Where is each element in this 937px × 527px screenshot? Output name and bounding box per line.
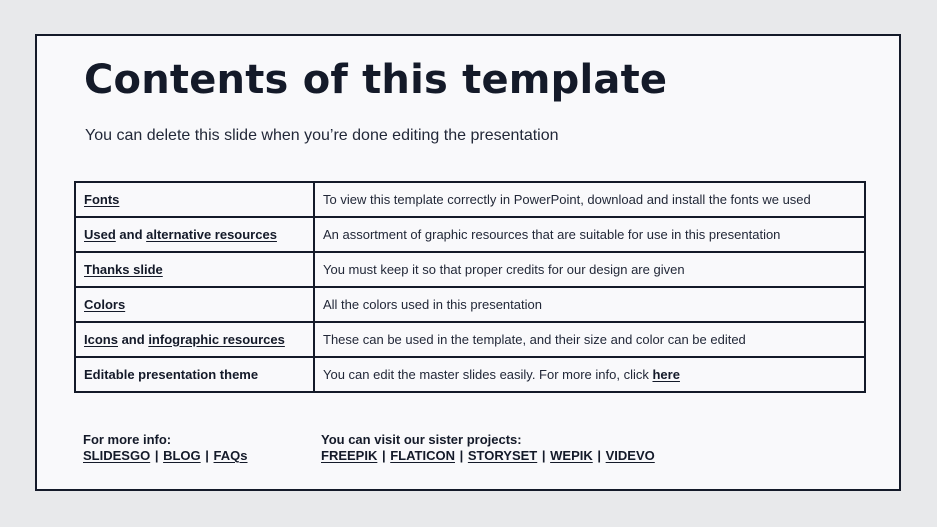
row-label xyxy=(75,287,314,322)
row-label xyxy=(75,252,314,287)
infographic-resources-link[interactable]: infographic resources xyxy=(148,331,285,347)
separator: | xyxy=(459,448,464,463)
label-text: and xyxy=(117,331,149,347)
row-description xyxy=(314,182,865,217)
slide-title: Contents of this template xyxy=(84,57,668,103)
row-label xyxy=(75,322,314,357)
footer-left-heading: For more info: xyxy=(83,432,172,447)
table-row xyxy=(75,252,865,287)
row-description xyxy=(314,322,865,357)
table-row xyxy=(75,287,865,322)
contents-table xyxy=(74,181,866,393)
row-label xyxy=(75,182,314,217)
separator: | xyxy=(381,448,386,463)
row-label xyxy=(75,217,314,252)
row-description xyxy=(314,287,865,322)
freepik-link[interactable]: FREEPIK xyxy=(321,448,378,463)
description-text: These can be used in the template, and their size and color can be edited xyxy=(323,331,746,347)
table-row xyxy=(75,182,865,217)
thanks-slide-link[interactable]: Thanks slide xyxy=(84,261,163,277)
footer-right-heading: You can visit our sister projects: xyxy=(321,432,522,447)
colors-link[interactable]: Colors xyxy=(84,296,126,312)
description-text: An assortment of graphic resources that are suitable for use in this presentation xyxy=(323,226,781,242)
slidesgo-link[interactable]: SLIDESGO xyxy=(83,448,151,463)
faqs-link[interactable]: FAQs xyxy=(213,448,248,463)
description-text: All the colors used in this presentation xyxy=(323,296,542,312)
icons-link[interactable]: Icons xyxy=(84,331,118,347)
description-text: You must keep it so that proper credits for our design are given xyxy=(323,261,685,277)
footer-sister-projects xyxy=(321,432,655,464)
slide-frame xyxy=(35,34,901,491)
used-link[interactable]: Used xyxy=(84,226,116,242)
separator: | xyxy=(541,448,546,463)
separator: | xyxy=(205,448,209,463)
label-text: and xyxy=(115,226,147,242)
description-text: You can edit the master slides easily. For more info, click xyxy=(323,366,653,382)
footer-more-info xyxy=(83,432,248,464)
alternative-resources-link[interactable]: alternative resources xyxy=(146,226,277,242)
footer-right-links xyxy=(321,448,655,464)
label-text: Editable presentation theme xyxy=(84,366,259,382)
here-link[interactable]: here xyxy=(652,366,680,382)
row-description xyxy=(314,357,865,392)
table-row xyxy=(75,357,865,392)
row-label xyxy=(75,357,314,392)
wepik-link[interactable]: WEPIK xyxy=(550,448,593,463)
table-row xyxy=(75,322,865,357)
blog-link[interactable]: BLOG xyxy=(163,448,201,463)
table-row xyxy=(75,217,865,252)
separator: | xyxy=(597,448,602,463)
videvo-link[interactable]: VIDEVO xyxy=(605,448,655,463)
slide-subtitle: You can delete this slide when you’re done editing the presentation xyxy=(85,127,559,144)
flaticon-link[interactable]: FLATICON xyxy=(390,448,455,463)
storyset-link[interactable]: STORYSET xyxy=(467,448,538,463)
row-description xyxy=(314,217,865,252)
description-text: To view this template correctly in PowerPoint, download and install the fonts we used xyxy=(323,191,811,207)
footer-left-links xyxy=(83,448,248,464)
row-description xyxy=(314,252,865,287)
fonts-link[interactable]: Fonts xyxy=(84,191,120,207)
separator: | xyxy=(154,448,159,463)
